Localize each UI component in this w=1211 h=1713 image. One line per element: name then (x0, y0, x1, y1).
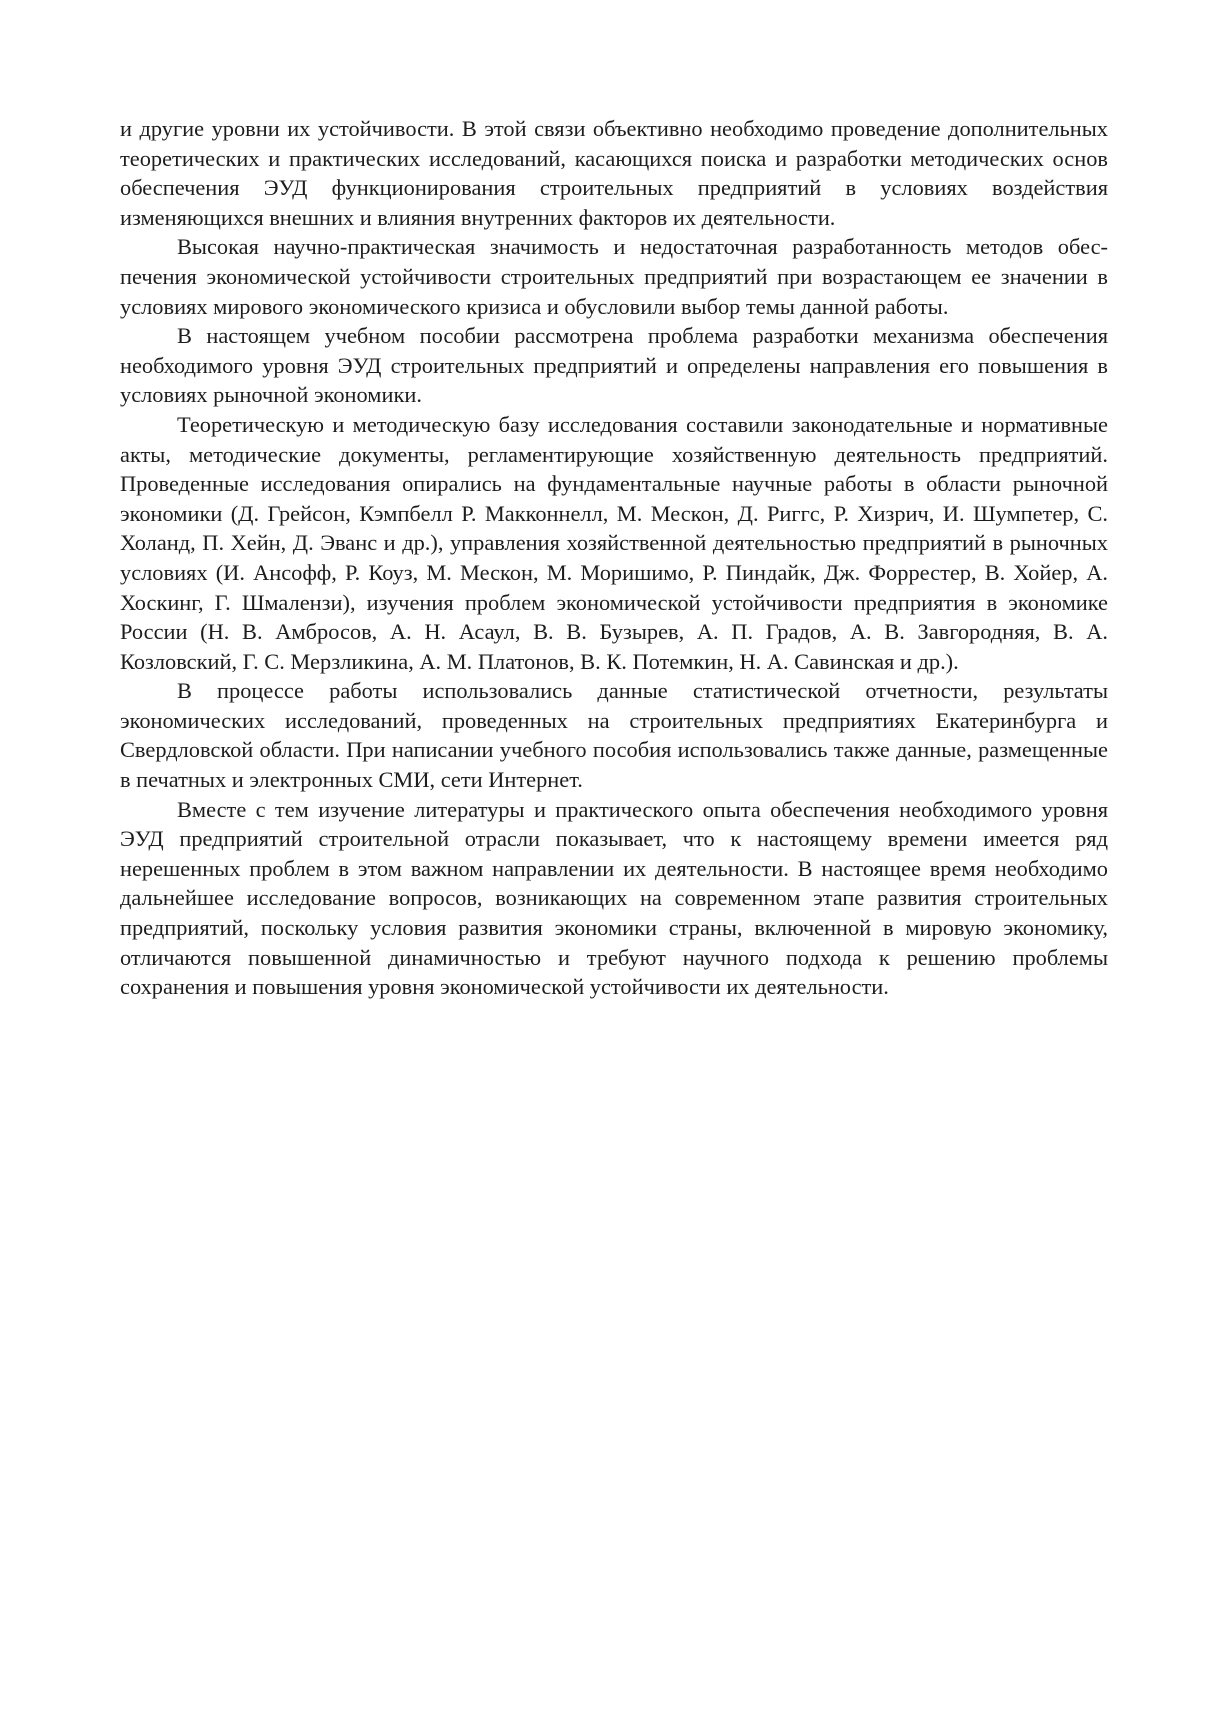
paragraph: Высокая научно-практическая значимость и недостаточная разработанность методов обеспечения экономической устойчивости строительных предприятий при возрастающем ее значении в условиях мирового экономического кризиса и обусловили выбор темы данной работы. (120, 234, 1108, 319)
paragraph: Вместе с тем изучение литературы и практического опыта обеспечения необходимого уровня ЭУД предприятий строительной отрасли показывает, что к настоящему времени имеется ряд нерешенных проблем в этом важном направлении их деятельности. В настоящее время необходимо дальнейшее исследование вопросов, возникающих на современном этапе развития строительных предприятий, поскольку условия развития экономики страны, включенной в мировую экономику, отличаются повышенной динамичностью и требуют научного подхода к решению проблемы сохранения и повышения уровня экономической устойчивости их деятельности. (120, 796, 1108, 1000)
paragraph: В настоящем учебном пособии рассмотрена проблема разработки механизма обеспечения необходимого уровня ЭУД строительных предприятий и определены направления его повышения в условиях рыночной экономики. (120, 323, 1108, 408)
paragraph: Теоретическую и методическую базу исследования составили законодательные и нормативные акты, методические документы, регламентирующие хозяйственную деятельность предприятий. Проведенные исследования опирались на фундаментальные научные работы в области рыночной экономики (Д. Грейсон, Кэмпбелл Р. Макконнелл, М. Мескон, Д. Риггс, Р. Хизрич, И. Шумпетер, С. Холанд, П. Хейн, Д. Эванс и др.), управления хозяйственной деятельностью предприятий в рыночных условиях (И. Ансофф, Р. Коуз, М. Мескон, М. Моришимо, Р. Пиндайк, Дж. Форрестер, В. Хойер, А. Хоскинг, Г. Шмалензи), изучения проблем экономической устойчивости предприятия в экономике России (Н. В. Амбросов, А. Н. Асаул, В. В. Бузырев, А. П. Градов, А. В. Завгородняя, В. А. Козловский, Г. С. Мерзликина, А. М. Платонов, В. К. Потемкин, Н. А. Савинская и др.). (120, 411, 1108, 674)
paragraph-continuation: и другие уровни их устойчивости. В этой связи объективно необходимо проведение дополнительных теоретических и практических исследований, касающихся поиска и разработки методических основ обеспечения ЭУД функционирования строительных предприятий в условиях воздействия изменяющихся внешних и влияния внутренних факторов их деятельности. (120, 116, 1108, 230)
paragraph: В процессе работы использовались данные статистической отчетности, результаты экономических исследований, проведенных на строительных предприятиях Екатеринбурга и Свердловской области. При написании учебного пособия использовались также данные, размещенные в печатных и электронных СМИ, сети Интернет. (120, 678, 1108, 793)
body-text (120, 114, 1108, 1002)
